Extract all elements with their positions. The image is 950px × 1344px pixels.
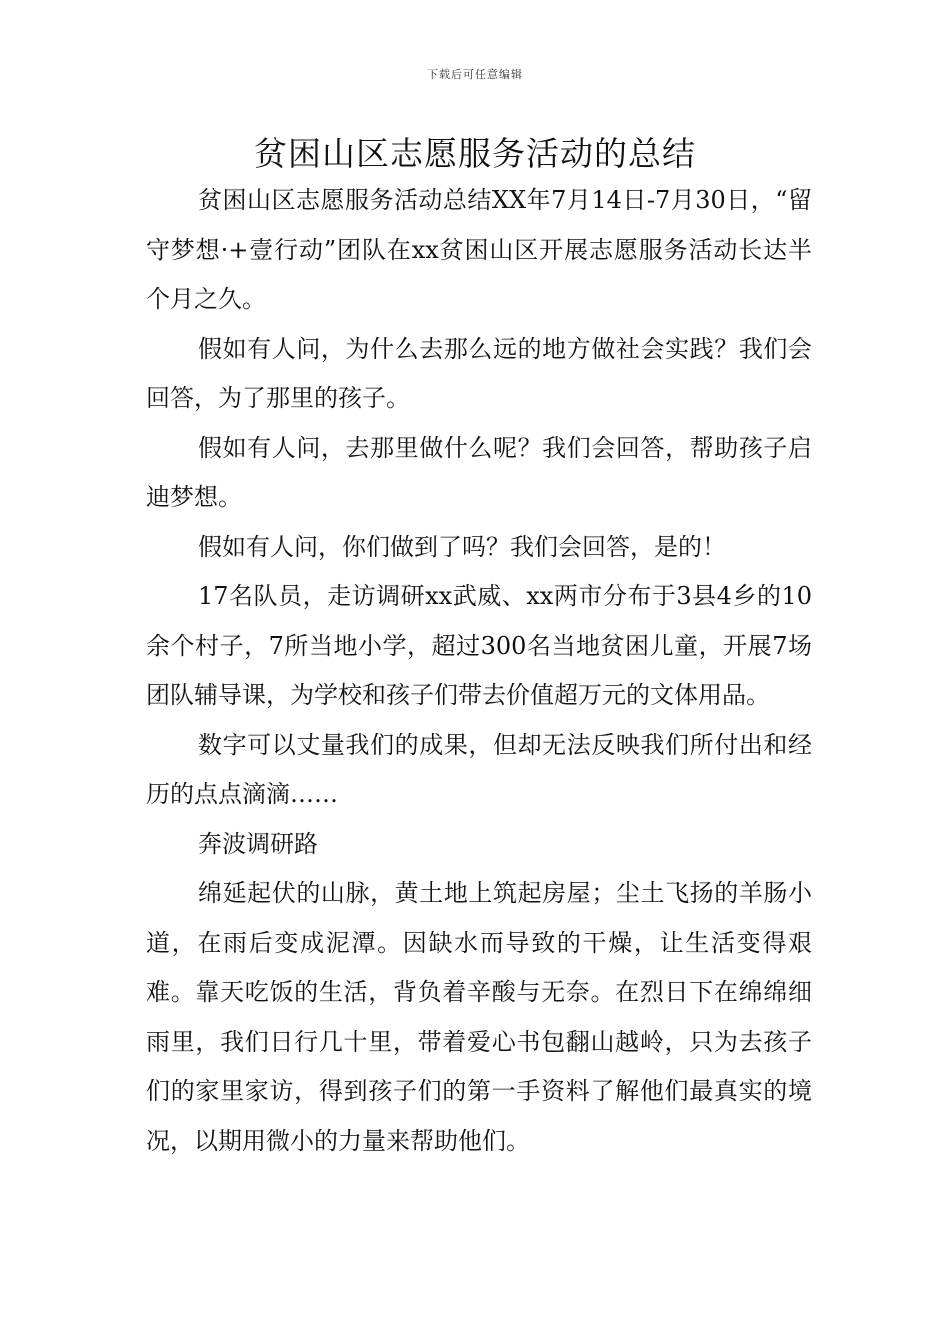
paragraph: 假如有人问，你们做到了吗？我们会回答，是的！ [198,532,726,561]
document-body [146,176,812,1166]
paragraph: 假如有人问，去那里做什么呢？我们会回答，帮助孩子启迪梦想。 [146,433,812,511]
paragraph: 17名队员，走访调研xx武威、xx两市分布于3县4乡的10余个村子，7所当地小学，超过300名当地贫困儿童，开展7场团队辅导课，为学校和孩子们带去价值超万元的文体用品。 [146,582,812,709]
section-heading: 奔波调研路 [198,829,318,858]
document-title: 贫困山区志愿服务活动的总结 [254,134,696,173]
paragraph: 绵延起伏的山脉，黄土地上筑起房屋；尘土飞扬的羊肠小道，在雨后变成泥潭。因缺水而导致的干燥，让生活变得艰难。靠天吃饭的生活，背负着辛酸与无奈。在烈日下在绵绵细雨里，我们日行几十里，带着爱心书包翻山越岭，只为去孩子们的家里家访，得到孩子们的第一手资料了解他们最真实的境况，以期用微小的力量来帮助他们。 [146,879,812,1155]
header-note: 下载后可任意编辑 [427,68,523,81]
paragraph: 假如有人问，为什么去那么远的地方做社会实践？我们会回答，为了那里的孩子。 [146,334,812,412]
paragraph: 贫困山区志愿服务活动总结XX年7月14日-7月30日，“留守梦想·+壹行动”团队在xx贫困山区开展志愿服务活动长达半个月之久。 [146,186,812,313]
paragraph: 数字可以丈量我们的成果，但却无法反映我们所付出和经历的点点滴滴…… [146,730,812,808]
